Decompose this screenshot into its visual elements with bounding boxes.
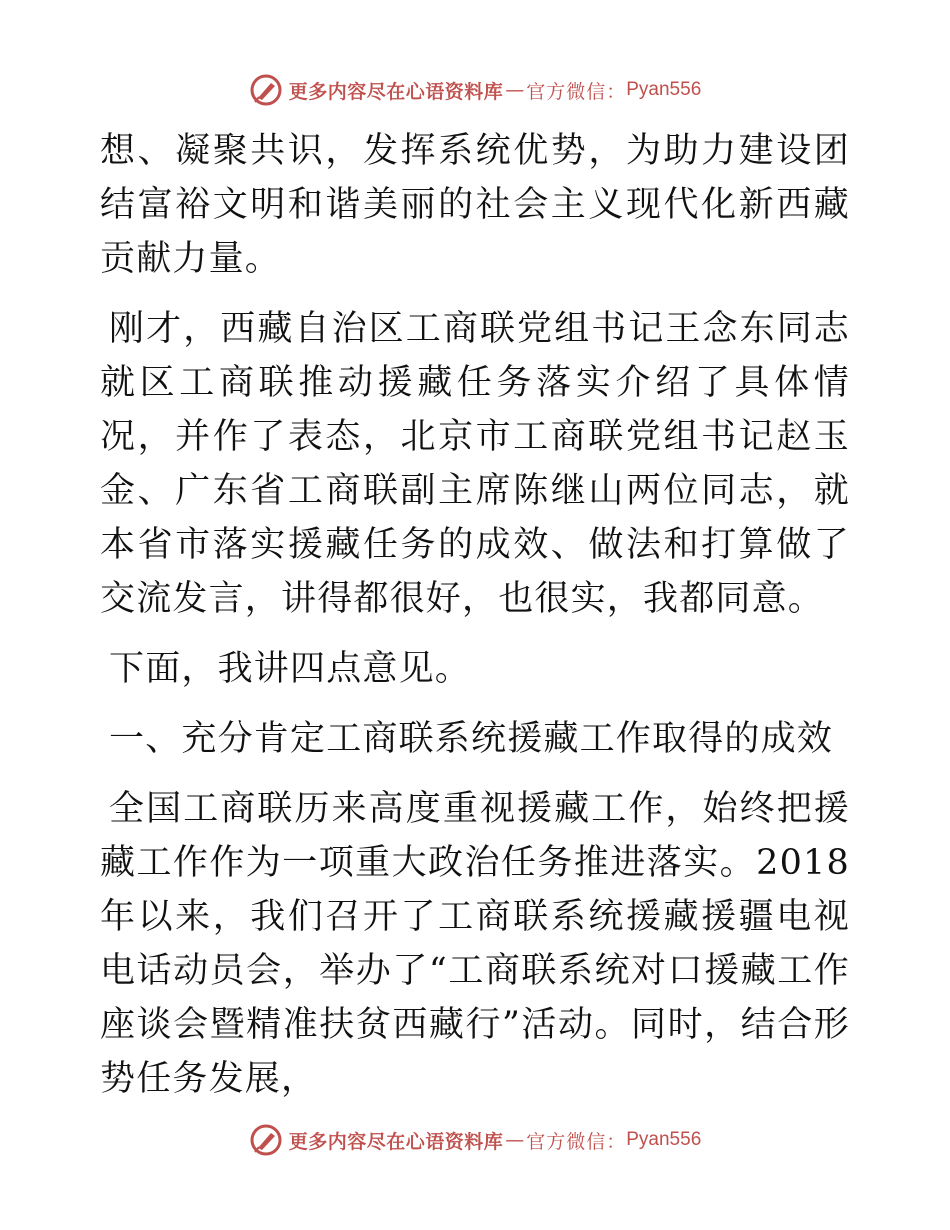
banner-separator: — [505, 79, 525, 101]
banner-wechat-id: Pyan556 [626, 1129, 702, 1150]
paragraph-1: 想、凝聚共识，发挥系统优势，为助力建设团结富裕文明和谐美丽的社会主义现代化新西藏贡献力量。 [100, 131, 850, 279]
header-banner [0, 70, 950, 110]
banner-official-label: 官方微信： [526, 1130, 627, 1153]
banner-brand-text: 更多内容尽在心语资料库 [288, 80, 504, 103]
section-heading-1: 一、充分肯定工商联系统援藏工作取得的成效 [109, 719, 834, 759]
banner-separator: — [505, 1129, 525, 1151]
banner-wechat-id: Pyan556 [626, 79, 702, 100]
paragraph-4: 全国工商联历来高度重视援藏工作，始终把援藏工作作为一项重大政治任务推进落实。2018 年以来，我们召开了工商联系统援藏援疆电视电话动员会，举办了“工商联系统对口援藏工作座谈会暨精准扶贫西藏行”活动。同时，结合形势任务发展， [100, 789, 850, 1099]
banner-brand-text: 更多内容尽在心语资料库 [288, 1130, 504, 1153]
paragraph-2: 刚才，西藏自治区工商联党组书记王念东同志就区工商联推动援藏任务落实介绍了具体情况，并作了表态，北京市工商联党组书记赵玉金、广东省工商联副主席陈继山两位同志，就本省市落实援藏任务的成效、做法和打算做了交流发言，讲得都很好，也很实，我都同意。 [100, 309, 850, 619]
quill-pen-logo-icon [249, 73, 283, 107]
banner-official-label: 官方微信： [526, 80, 627, 103]
footer-banner [0, 1120, 950, 1160]
paragraph-3: 下面，我讲四点意见。 [109, 649, 472, 689]
document-body [100, 124, 850, 1122]
quill-pen-logo-icon [249, 1123, 283, 1157]
